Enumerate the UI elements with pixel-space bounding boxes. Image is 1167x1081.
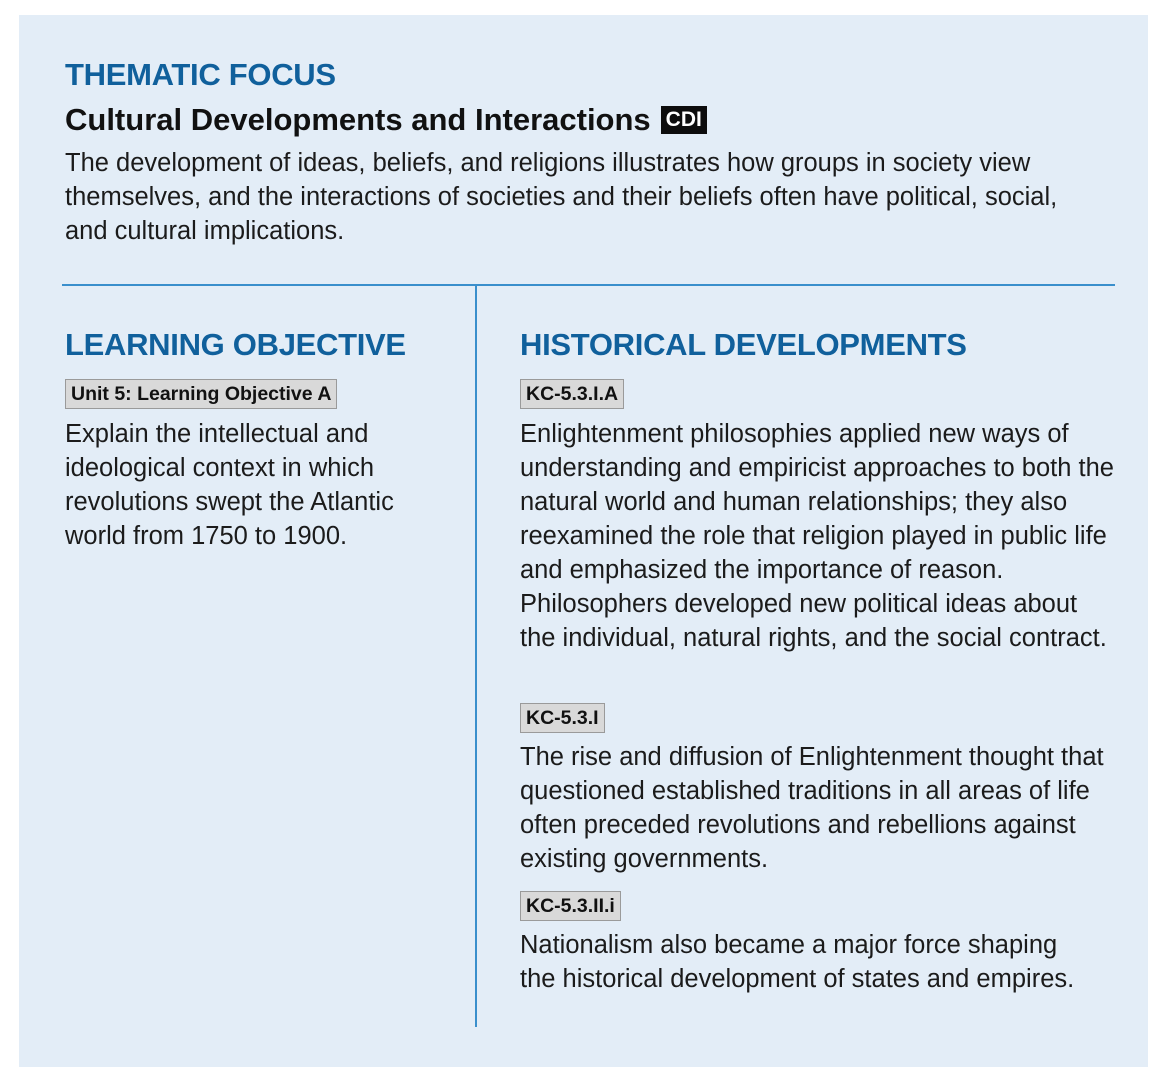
cdi-badge: CDI — [661, 106, 707, 134]
thematic-focus-label: THEMATIC FOCUS — [65, 57, 336, 92]
vertical-divider — [475, 285, 477, 1027]
thematic-focus-panel — [19, 15, 1148, 1067]
kc-tag: KC-5.3.I — [520, 703, 605, 733]
thematic-focus-title — [65, 102, 707, 138]
kc-tag: KC-5.3.I.A — [520, 379, 624, 409]
thematic-focus-description: The development of ideas, beliefs, and religions illustrates how groups in society view themselves, and the interactions of societies and their beliefs often have political, social, and cultural implications. — [65, 149, 1058, 245]
kc-tag: KC-5.3.II.i — [520, 891, 621, 921]
learning-objective-text: Explain the intellectual and ideological context in which revolutions swept the Atlantic world from 1750 to 1900. — [65, 420, 394, 550]
kc-text: The rise and diffusion of Enlightenment thought that questioned established traditions in all areas of life often preceded revolutions and rebellions against existing governments. — [520, 743, 1104, 873]
kc-text: Nationalism also became a major force shaping the historical development of states and empires. — [520, 931, 1075, 993]
learning-objective-heading: LEARNING OBJECTIVE — [65, 327, 406, 362]
kc-text: Enlightenment philosophies applied new ways of understanding and empiricist approaches to both the natural world and human relationships; they also reexamined the role that religion played in public life and emphasized the importance of reason. Philosophers developed new political ideas about the individual, natural rights, and the social contract. — [520, 420, 1114, 652]
focus-title-text: Cultural Developments and Interactions — [65, 102, 651, 137]
learning-objective-tag: Unit 5: Learning Objective A — [65, 379, 337, 409]
historical-developments-heading: HISTORICAL DEVELOPMENTS — [520, 327, 967, 362]
horizontal-divider — [62, 284, 1115, 286]
